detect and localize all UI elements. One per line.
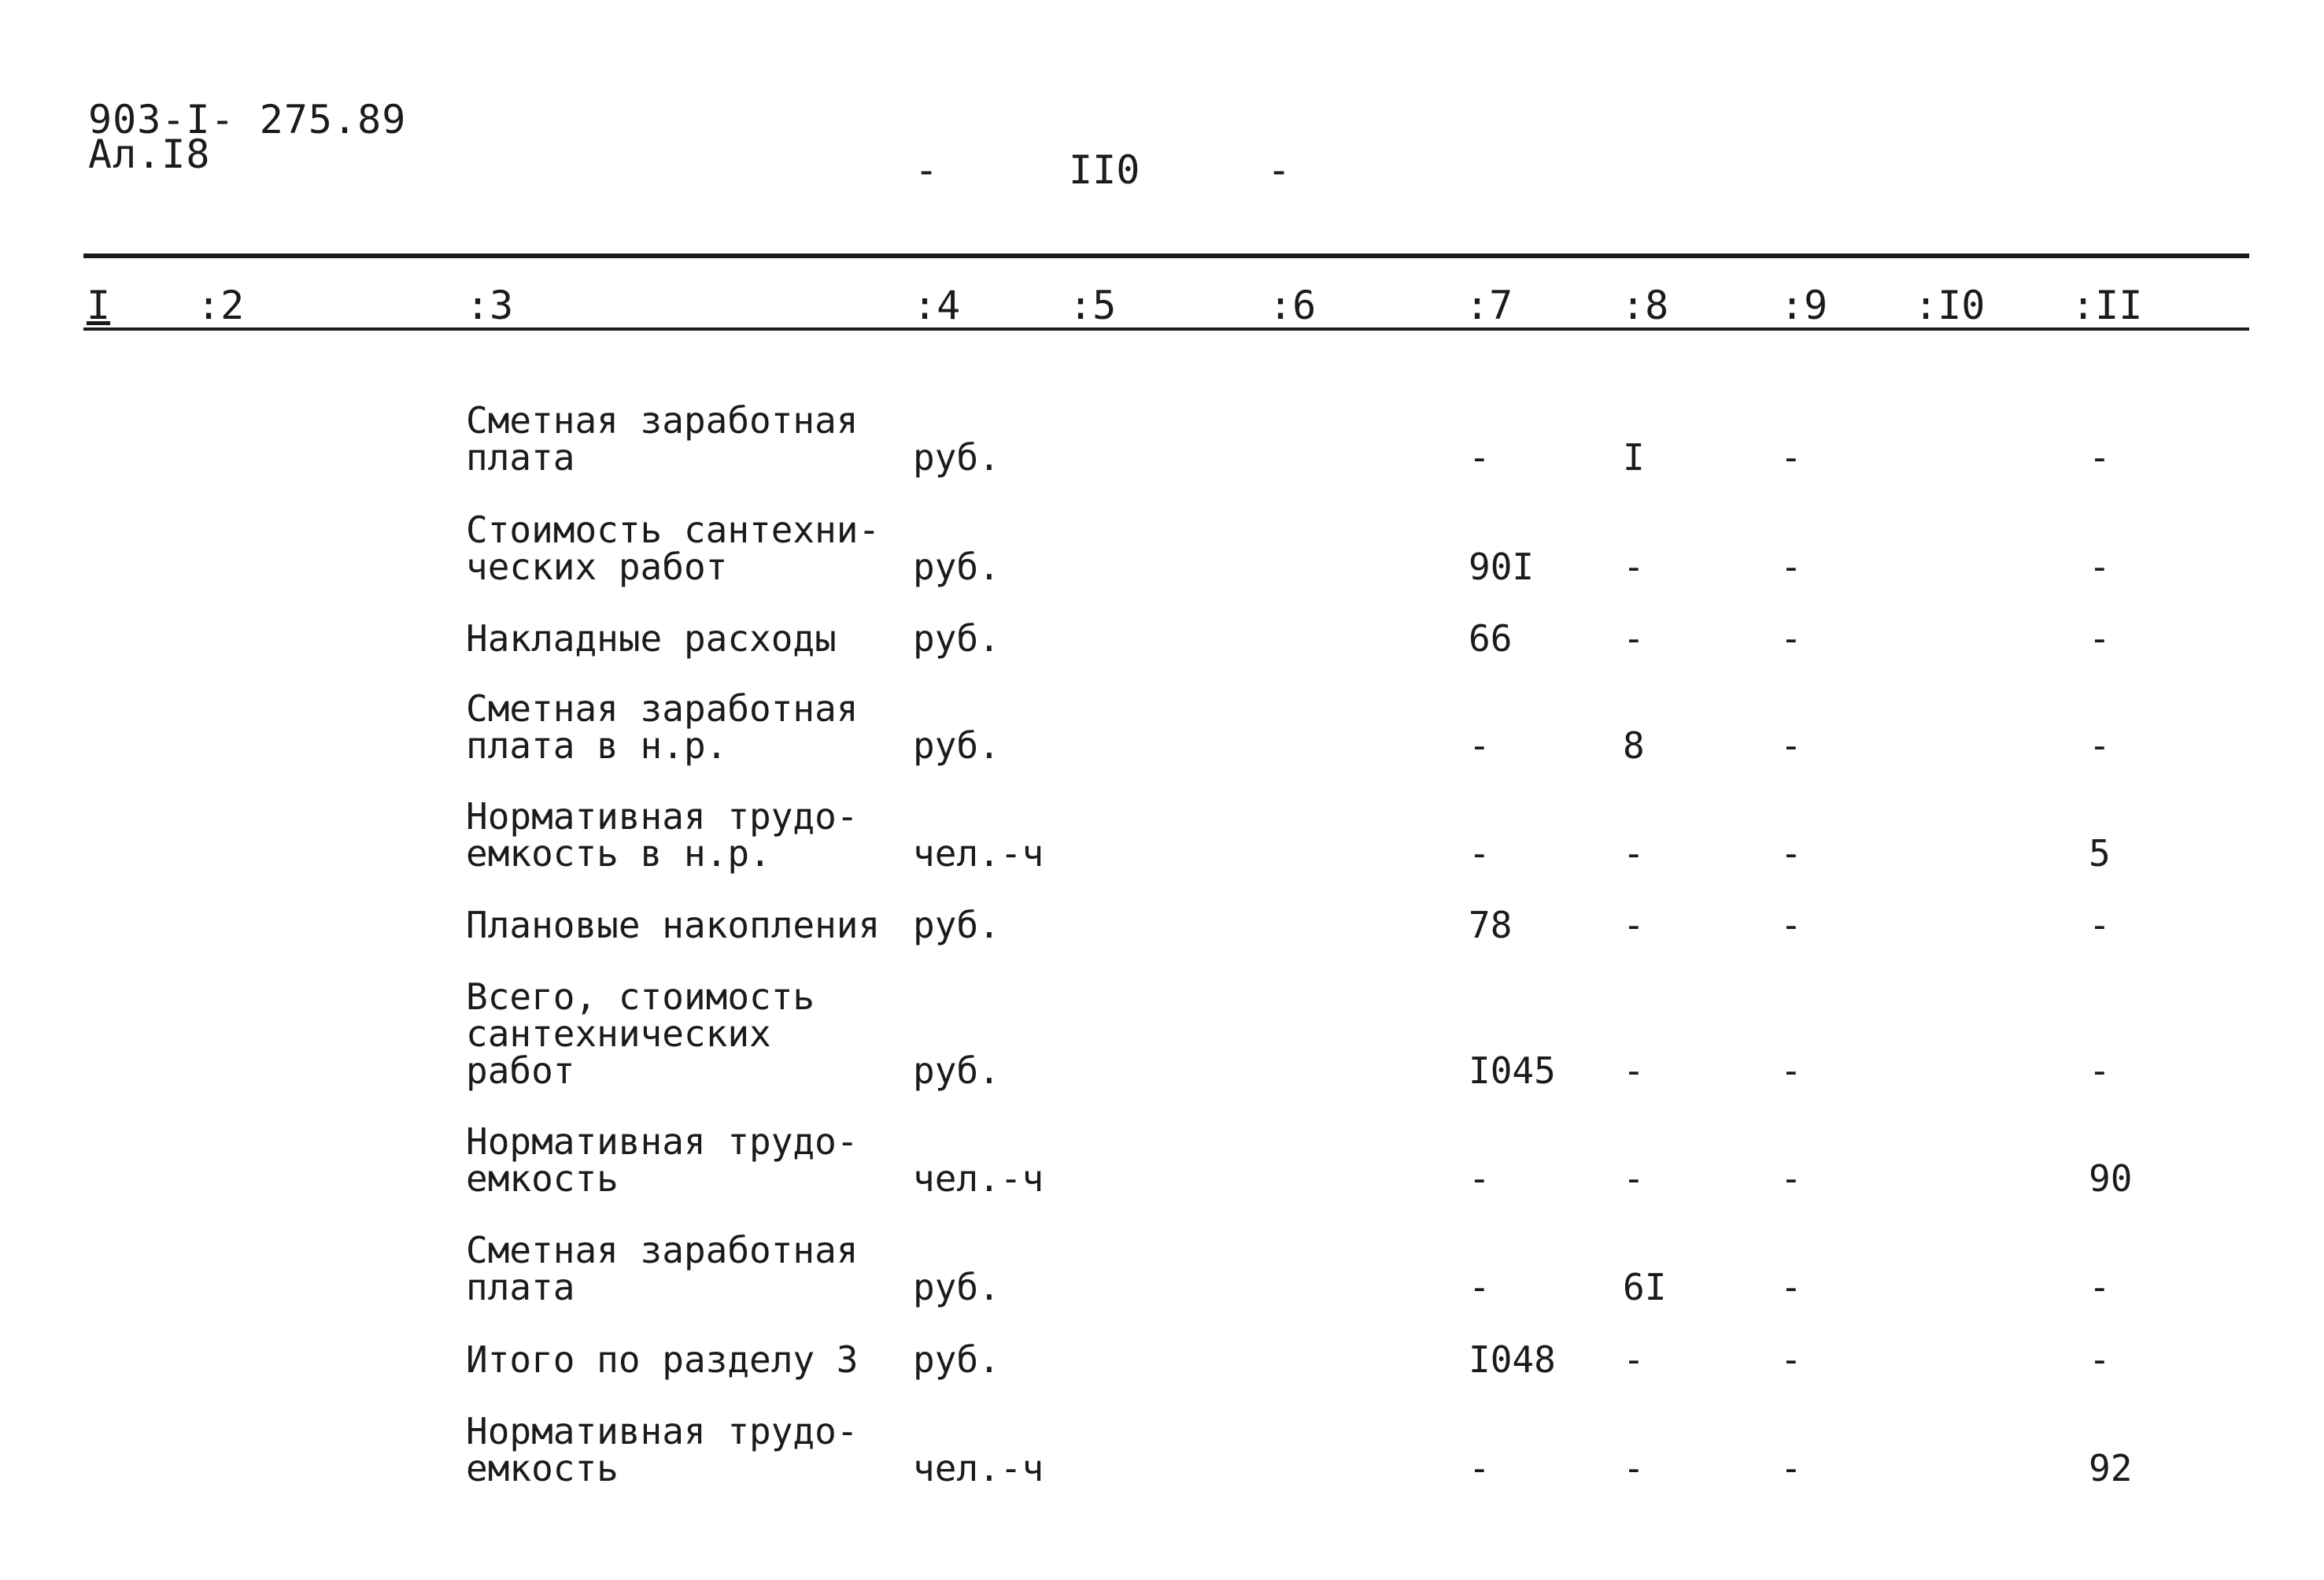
col7-cell: -: [1469, 832, 1491, 875]
row-label: Стоимость сантехни- ческих работ: [466, 509, 881, 588]
row-label: Сметная заработная плата: [466, 399, 859, 479]
unit-cell: руб.: [913, 1266, 1000, 1308]
col8-cell: -: [1623, 617, 1645, 660]
row-label: Плановые накопления: [466, 904, 881, 946]
col8-cell: -: [1623, 832, 1645, 875]
row-label: Всего, стоимость сантехнических работ: [466, 975, 815, 1092]
unit-cell: руб.: [913, 436, 1000, 479]
col7-cell: I048: [1469, 1338, 1556, 1381]
col9-cell: -: [1780, 832, 1802, 875]
col7-cell: -: [1469, 1157, 1491, 1200]
row-label: Нормативная трудо- емкость в н.р.: [466, 795, 859, 875]
col11-cell: -: [2089, 1338, 2111, 1381]
column-header-8: :8: [1621, 283, 1669, 328]
unit-cell: руб.: [913, 904, 1000, 946]
col11-cell: -: [2089, 724, 2111, 767]
unit-cell: руб.: [913, 546, 1000, 588]
unit-cell: руб.: [913, 1049, 1000, 1092]
row-label: Накладные расходы: [466, 617, 837, 660]
col9-cell: -: [1780, 1266, 1802, 1308]
unit-cell: чел.-ч: [913, 1157, 1044, 1200]
column-header-9: :9: [1780, 283, 1828, 328]
col7-cell: 78: [1469, 904, 1513, 946]
col9-cell: -: [1780, 1049, 1802, 1092]
col8-cell: -: [1623, 1447, 1645, 1489]
col11-cell: 5: [2089, 832, 2111, 875]
column-header-1: I: [87, 283, 111, 328]
col11-cell: -: [2089, 1049, 2111, 1092]
row-label: Сметная заработная плата: [466, 1229, 859, 1308]
unit-cell: руб.: [913, 1338, 1000, 1381]
row-label: Нормативная трудо- емкость: [466, 1410, 859, 1489]
col8-cell: -: [1623, 904, 1645, 946]
document-code: [88, 97, 407, 177]
unit-cell: чел.-ч: [913, 1447, 1044, 1489]
document-sheet-line: Ал.I8: [88, 131, 211, 177]
page-number-dash-right: -: [1267, 147, 1291, 193]
col8-cell: -: [1623, 1049, 1645, 1092]
col11-cell: 90: [2089, 1157, 2133, 1200]
col11-cell: -: [2089, 617, 2111, 660]
col11-cell: -: [2089, 546, 2111, 588]
page-number: II0: [1069, 147, 1140, 193]
col7-cell: 66: [1469, 617, 1513, 660]
column-header-4: :4: [913, 283, 961, 328]
column-header-7: :7: [1465, 283, 1513, 328]
col9-cell: -: [1780, 1338, 1802, 1381]
col7-cell: -: [1469, 724, 1491, 767]
col9-cell: -: [1780, 1157, 1802, 1200]
row-label: Сметная заработная плата в н.р.: [466, 687, 859, 767]
unit-cell: руб.: [913, 724, 1000, 767]
col8-cell: -: [1623, 1157, 1645, 1200]
column-header-10: :I0: [1914, 283, 1986, 328]
row-label: Итого по разделу 3: [466, 1338, 859, 1381]
unit-cell: чел.-ч: [913, 832, 1044, 875]
col7-cell: 90I: [1469, 546, 1535, 588]
col9-cell: -: [1780, 724, 1802, 767]
col7-cell: I045: [1469, 1049, 1556, 1092]
col11-cell: -: [2089, 1266, 2111, 1308]
column-header-3: :3: [466, 283, 514, 328]
col9-cell: -: [1780, 617, 1802, 660]
col9-cell: -: [1780, 436, 1802, 479]
col9-cell: -: [1780, 546, 1802, 588]
col11-cell: -: [2089, 904, 2111, 946]
col8-cell: -: [1623, 1338, 1645, 1381]
col11-cell: 92: [2089, 1447, 2133, 1489]
col7-cell: -: [1469, 436, 1491, 479]
col11-cell: -: [2089, 436, 2111, 479]
col9-cell: -: [1780, 1447, 1802, 1489]
column-header-5: :5: [1069, 283, 1117, 328]
column-header-2: :2: [197, 283, 245, 328]
document-code-line1: 903-I- 275.89: [88, 97, 407, 142]
col7-cell: -: [1469, 1447, 1491, 1489]
column-header-11: :II: [2071, 283, 2143, 328]
unit-cell: руб.: [913, 617, 1000, 660]
column-header-6: :6: [1269, 283, 1317, 328]
col9-cell: -: [1780, 904, 1802, 946]
col8-cell: 6I: [1623, 1266, 1667, 1308]
row-label: Нормативная трудо- емкость: [466, 1120, 859, 1200]
col8-cell: I: [1623, 436, 1645, 479]
page-number-dash-left: -: [914, 147, 939, 193]
table-top-rule: [83, 253, 2249, 258]
col8-cell: -: [1623, 546, 1645, 588]
col8-cell: 8: [1623, 724, 1645, 767]
col7-cell: -: [1469, 1266, 1491, 1308]
